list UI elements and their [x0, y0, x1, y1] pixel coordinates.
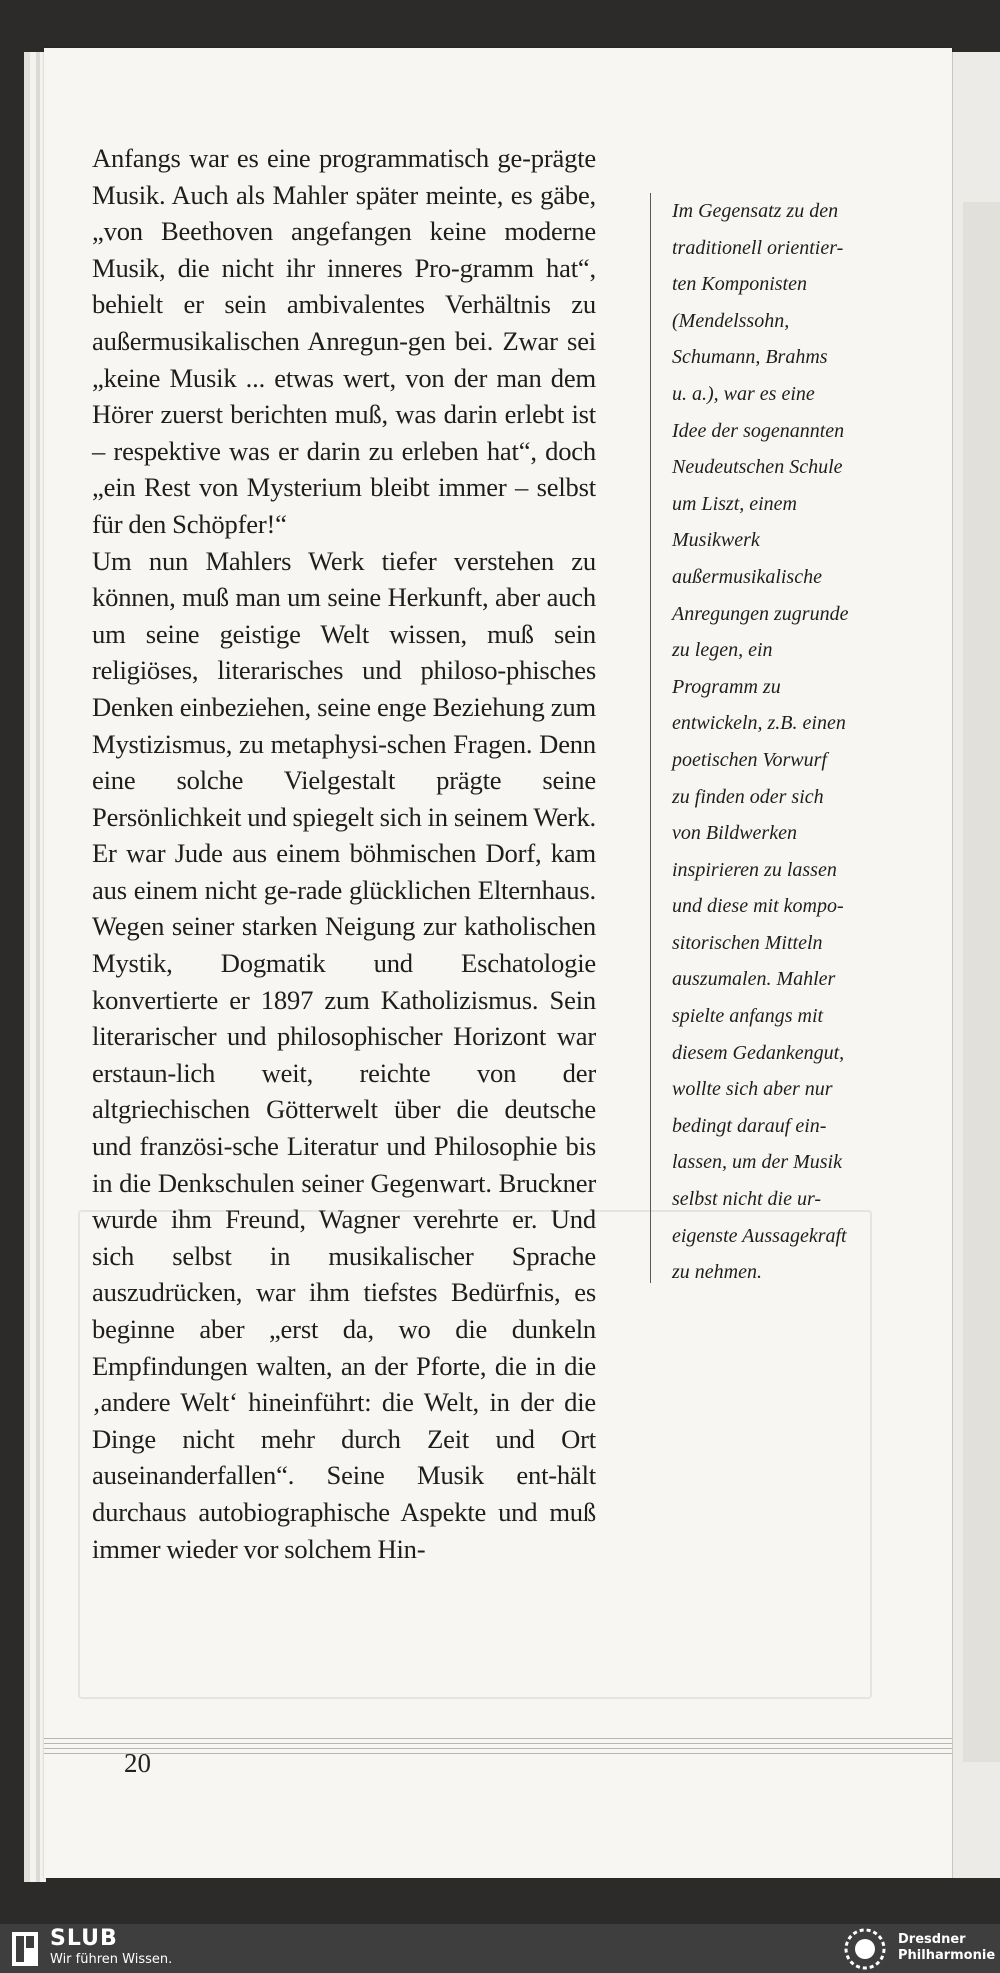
bottom-rule-line: [44, 1748, 952, 1749]
next-page-shade: [963, 202, 1000, 1762]
viewer-footer-bar: [0, 1924, 1000, 1973]
body-paragraph-1: Anfangs war es eine programmatisch ge-prägte Musik. Auch als Mahler später meinte, es gäbe, „von Beethoven angefangen keine moderne Musik, die nicht ihr inneres Pro-gramm hat“, behielt er sein ambivalentes Verhältnis zu außermusikalischen Anregun-gen bei. Zwar sei „keine Musik ... etwas wert, von der man dem Hörer zuerst berichten muß, was darin erlebt ist – respektive was er darin zu erleben hat“, doch „ein Rest von Mysterium bleibt immer – selbst für den Schöpfer!“: [92, 143, 596, 539]
sidebar-note: Im Gegensatz zu den traditionell orientier- ten Komponisten (Mendelssohn, Schumann, Brahms u. a.), war es eine Idee der sogenannten Neudeutschen Schule um Liszt, einem Musikwerk außermusikalische Anregungen zugrunde zu legen, ein Programm zu entwickeln, z.B. einen poetischen Vorwurf zu finden oder sich von Bildwerken inspirieren zu lassen und diese mit kompo- sitorischen Mitteln auszumalen. Mahler spielte anfangs mit diesem Gedankengut, wollte sich aber nur bedingt darauf ein- lassen, um der Musik selbst nicht die ur- eigenste Aussagekraft zu nehmen.: [672, 200, 849, 1284]
bottom-rule-line: [44, 1738, 952, 1739]
main-text-column: [92, 140, 596, 1567]
library-name[interactable]: SLUB: [50, 1926, 118, 1951]
body-paragraph-2: Um nun Mahlers Werk tiefer verstehen zu können, muß man um seine Herkunft, aber auch um seine geistige Welt wissen, muß sein religiöses, literarisches und philoso-phisches Denken einbeziehen, seine enge Beziehung zum Mystizismus, zu metaphysi-schen Fragen. Denn eine solche Vielgestalt prägte seine Persönlichkeit und spiegelt sich in seinem Werk. Er war Jude aus einem böhmischen Dorf, kam aus einem nicht ge-rade glücklichen Elternhaus. Wegen seiner starken Neigung zur katholischen Mystik, Dogmatik und Eschatologie konvertierte er 1897 zum Katholizismus. Sein literarischer und philosophischer Horizont war erstaun-lich weit, reichte von der altgriechischen Götterwelt über die deutsche und französi-sche Literatur und Philosophie bis in die Denkschulen seiner Gegenwart. Bruckner wurde ihm Freund, Wagner verehrte er. Und sich selbst in musikalischer Sprache auszudrücken, war ihm tiefstes Bedürfnis, es beginne aber „erst da, wo die dunkeln Empfindungen walten, an der Pforte, die in die ‚andere Welt‘ hineinführt: die Welt, in der die Dinge nicht mehr durch Zeit und Ort auseinanderfallen“. Seine Musik ent-hält durchaus autobiographische Aspekte und muß immer wieder vor solchem Hin-: [92, 545, 596, 1564]
slub-logo-icon[interactable]: [12, 1932, 38, 1966]
next-page-edge: [952, 52, 1000, 1878]
column-divider: [650, 193, 651, 1283]
philharmonie-logo-icon[interactable]: [842, 1927, 888, 1971]
partner-name[interactable]: Dresdner Philharmonie: [898, 1932, 996, 1963]
bottom-rules: [44, 1738, 952, 1758]
bottom-rule-line: [44, 1743, 952, 1744]
library-tagline: Wir führen Wissen.: [50, 1952, 173, 1967]
bottom-rule-line: [44, 1753, 952, 1754]
page-number: 20: [124, 1748, 151, 1778]
